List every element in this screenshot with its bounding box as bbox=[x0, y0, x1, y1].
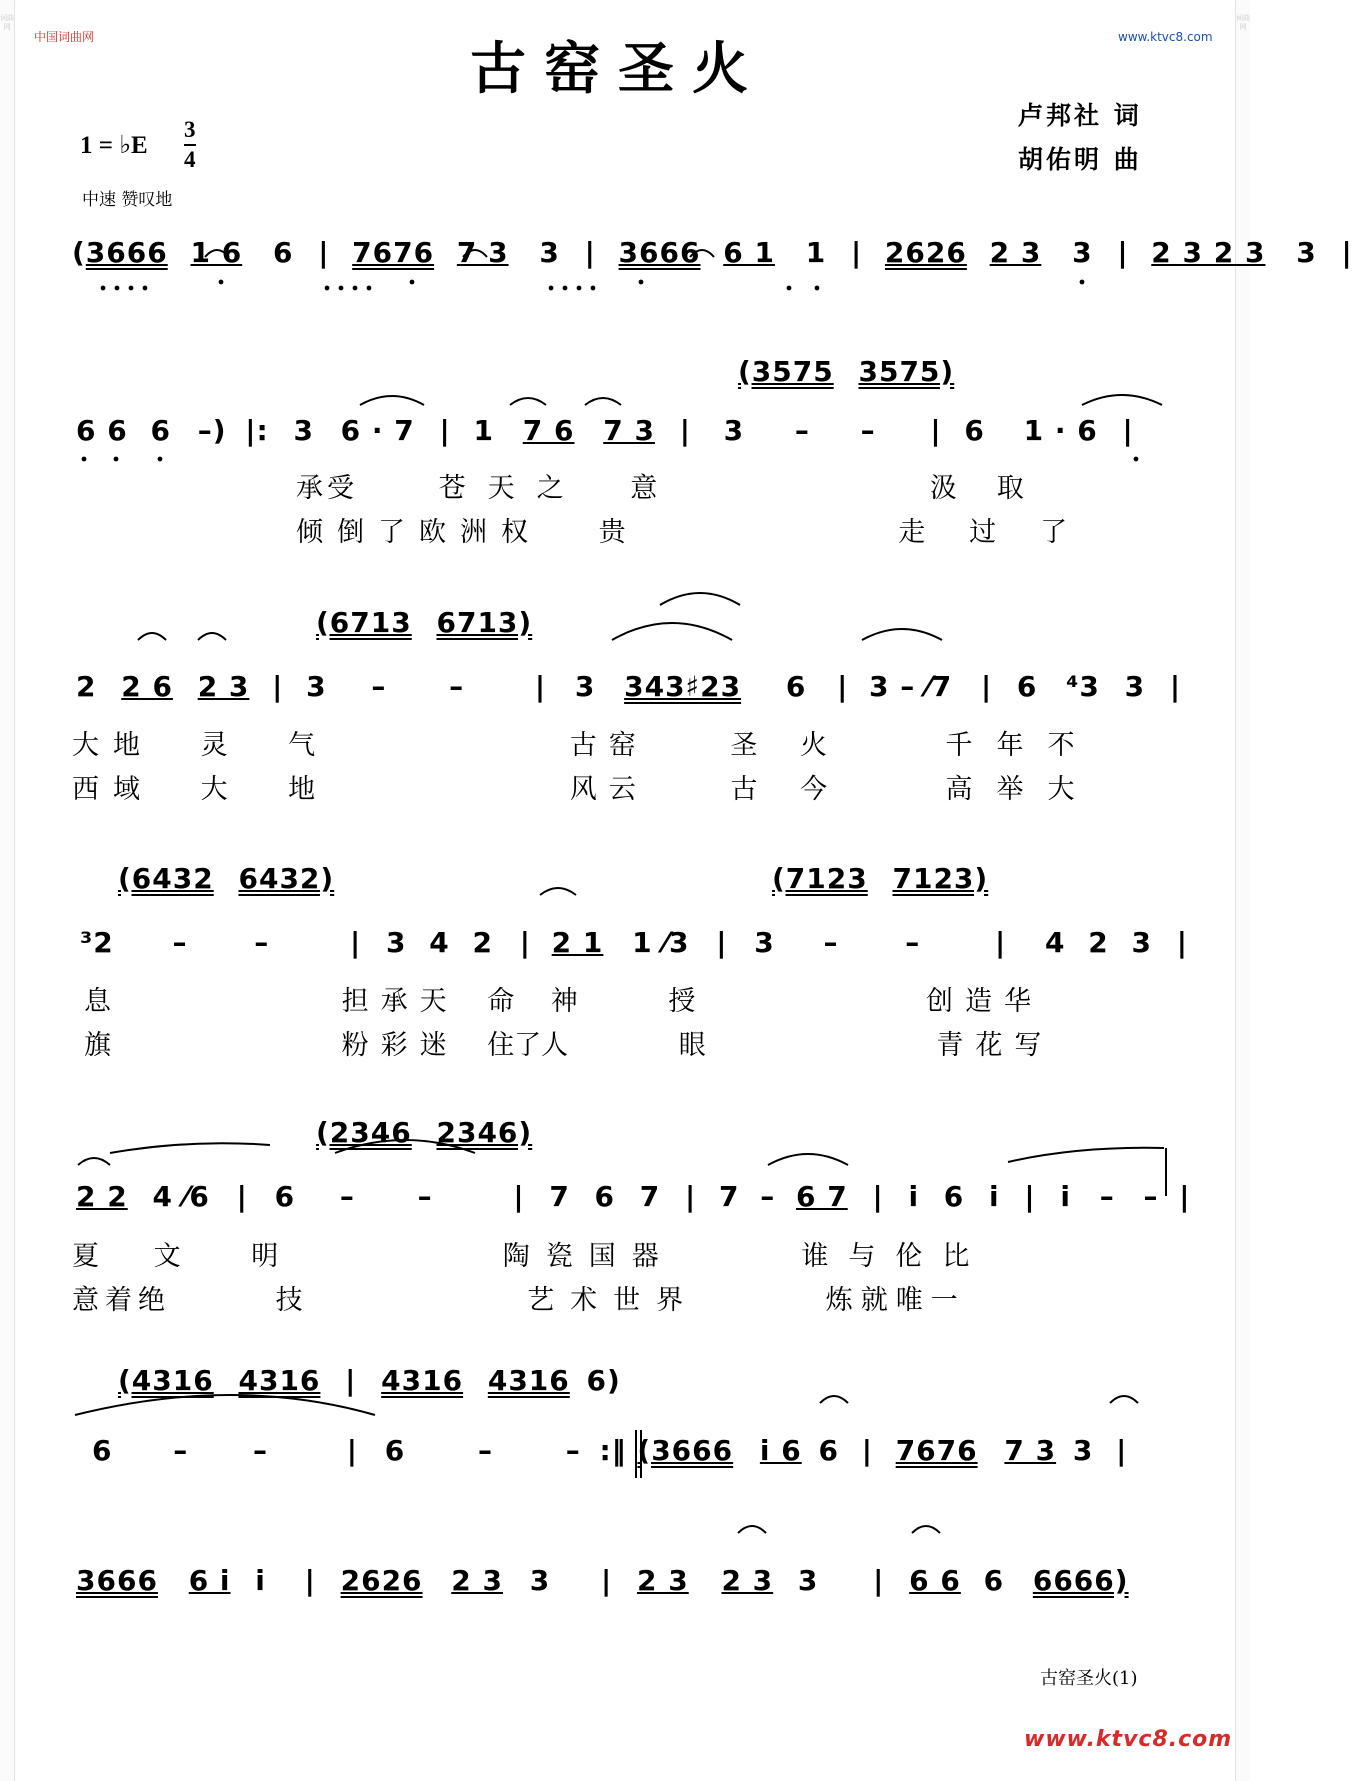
note-group: 343♯23 bbox=[624, 670, 742, 703]
lyric: 意 bbox=[630, 473, 658, 504]
note-group: ( bbox=[72, 236, 86, 269]
barline: | bbox=[584, 236, 596, 269]
note-group: 2 bbox=[76, 670, 97, 703]
note-group: 2 3 2 3 bbox=[1151, 236, 1266, 269]
dash: – bbox=[823, 926, 839, 959]
note-group: 3 bbox=[1072, 236, 1093, 269]
barline: | bbox=[980, 670, 993, 703]
barline: | bbox=[1116, 1434, 1128, 1467]
watermark-url[interactable]: www.ktvc8.com bbox=[1024, 1727, 1233, 1752]
note-group: 3 bbox=[754, 926, 775, 959]
note-group: 2 3 bbox=[451, 1564, 504, 1597]
note-group: 7 3 bbox=[456, 236, 509, 269]
note-group: 7676 bbox=[352, 236, 435, 269]
lyric: 大地 灵 气 bbox=[72, 730, 330, 761]
barline: | bbox=[1341, 236, 1353, 269]
barline: | bbox=[872, 1180, 884, 1213]
lyric: 旗 bbox=[84, 1030, 111, 1061]
barline: | bbox=[350, 926, 362, 959]
note-group: 3 4 2 bbox=[385, 926, 493, 959]
barline: | bbox=[685, 1180, 697, 1213]
lyric: 走过了 bbox=[898, 517, 1112, 548]
note-group: 1 bbox=[473, 414, 494, 447]
note-group: 7 6 bbox=[522, 414, 575, 447]
note-group: 6 bbox=[964, 414, 985, 447]
note-group: 1 6 bbox=[190, 236, 243, 269]
lyric: 汲取 bbox=[929, 473, 1064, 504]
lyric: 风云 bbox=[569, 774, 648, 805]
fill-group: (3575 bbox=[738, 355, 834, 388]
dash: – bbox=[565, 1434, 581, 1467]
note-group: 2 3 bbox=[636, 1564, 689, 1597]
barline: | bbox=[513, 1180, 525, 1213]
barline: | bbox=[1024, 1180, 1036, 1213]
barline: | bbox=[1117, 236, 1129, 269]
fill-group: 4316 bbox=[487, 1364, 570, 1397]
fill-group: 3575) bbox=[858, 355, 955, 388]
barline: | bbox=[930, 414, 942, 447]
note-group: 6 · 7 bbox=[340, 414, 415, 447]
lyric: 千年不 bbox=[945, 730, 1099, 761]
barline: | bbox=[346, 1434, 358, 1467]
dash: – bbox=[794, 414, 810, 447]
note-group: 3666 bbox=[618, 236, 701, 269]
lyric: 眼 bbox=[678, 1030, 706, 1061]
note-group: 3 bbox=[1072, 1434, 1094, 1467]
fill-group: (6432 bbox=[118, 862, 214, 895]
lyric: 承受 bbox=[296, 473, 358, 504]
note-group: i bbox=[255, 1564, 266, 1597]
note-group: 3 bbox=[1124, 670, 1146, 703]
repeat-end: :‖ bbox=[599, 1434, 627, 1467]
note-group: 3 bbox=[797, 1564, 819, 1597]
note-group: 6 bbox=[150, 414, 171, 447]
composer-credit: 胡佑明 曲 bbox=[1018, 145, 1142, 174]
lyric: 炼就唯一 bbox=[825, 1285, 966, 1316]
fill-group: (2346 bbox=[316, 1116, 412, 1149]
note-group: 7 – bbox=[719, 1180, 776, 1213]
lyric: 西域 大 地 bbox=[72, 774, 330, 805]
note-group: i 6 bbox=[759, 1434, 802, 1467]
fill-group: 4316 bbox=[381, 1364, 464, 1397]
lyric: 苍天之 bbox=[438, 473, 586, 504]
fill-group: 4316 bbox=[238, 1364, 321, 1397]
note-group: 7 6 7 bbox=[549, 1180, 661, 1213]
note-group: (3666 bbox=[637, 1434, 734, 1467]
note-group: i – – bbox=[1060, 1180, 1159, 1213]
note-group: 6 bbox=[1016, 670, 1038, 703]
note-group: 6 6 bbox=[909, 1564, 961, 1597]
barline: | bbox=[861, 1434, 873, 1467]
barline: | bbox=[272, 670, 284, 703]
fill-group: 7123) bbox=[892, 862, 989, 895]
lyric: 息 bbox=[84, 986, 111, 1017]
note-group: 3 bbox=[723, 414, 745, 447]
page-label: 古窑圣火(1) bbox=[1040, 1668, 1138, 1689]
fill-group: 6) bbox=[586, 1364, 621, 1397]
dash: – bbox=[197, 414, 213, 447]
barline: | bbox=[873, 1564, 885, 1597]
dash: – bbox=[172, 926, 188, 959]
dash: – bbox=[339, 1180, 355, 1213]
lyric: 夏 文 bbox=[72, 1241, 181, 1272]
site-url[interactable]: www.ktvc8.com bbox=[1118, 30, 1213, 44]
key-signature: 1 = ♭E bbox=[80, 132, 148, 159]
barline: | bbox=[1122, 414, 1134, 447]
lyric: 贵 bbox=[598, 517, 626, 548]
lyric: 圣 火 bbox=[730, 730, 827, 761]
note-group: 2 3 bbox=[721, 1564, 774, 1597]
barline: | bbox=[1169, 670, 1182, 703]
note-group: 3666 bbox=[85, 236, 168, 269]
note-group: 6 bbox=[818, 1434, 839, 1467]
edge-watermark: 词曲网 bbox=[0, 14, 14, 31]
fill-group: (6713 bbox=[316, 606, 412, 639]
barline: | bbox=[850, 236, 863, 269]
barline: | bbox=[679, 414, 691, 447]
dash: – bbox=[477, 1434, 493, 1467]
lyric: 授 bbox=[668, 986, 696, 1017]
paren: ) bbox=[212, 414, 227, 447]
song-title: 古窑圣火 bbox=[470, 36, 766, 102]
dash: – bbox=[252, 1434, 268, 1467]
lyric: 古 今 bbox=[730, 774, 827, 805]
barline: | bbox=[318, 236, 330, 269]
note-group: 2 3 bbox=[989, 236, 1042, 269]
note-group: 2 1 bbox=[551, 926, 604, 959]
note-group: 3 bbox=[1296, 236, 1317, 269]
dash: – bbox=[173, 1434, 189, 1467]
lyric: 命 神 bbox=[487, 986, 578, 1017]
barline: | bbox=[519, 926, 531, 959]
note-group: 6666) bbox=[1032, 1564, 1129, 1597]
note-group: 3666 bbox=[76, 1564, 158, 1597]
note-group: 6 bbox=[92, 1434, 113, 1467]
barline: | bbox=[1176, 926, 1188, 959]
note-group: 6 bbox=[983, 1564, 1005, 1597]
note-group: 3 bbox=[306, 670, 327, 703]
repeat-start: |: bbox=[245, 414, 269, 447]
fill-group: 6713) bbox=[436, 606, 533, 639]
note-group: 3 bbox=[529, 1564, 551, 1597]
site-name[interactable]: 中国词曲网 bbox=[34, 30, 95, 44]
barline: | bbox=[236, 1180, 248, 1213]
lyric: 粉彩迷 bbox=[341, 1030, 459, 1061]
note-group: 2 6 bbox=[121, 670, 173, 703]
note-group: 6 bbox=[785, 670, 807, 703]
barline: | bbox=[716, 926, 728, 959]
lyric: 倾倒了欧洲权 bbox=[296, 517, 542, 548]
fill-group: (4316 bbox=[118, 1364, 214, 1397]
fill-group: 6432) bbox=[238, 862, 335, 895]
barline: | bbox=[601, 1564, 613, 1597]
note-group: 2626 bbox=[340, 1564, 423, 1597]
dash: – bbox=[860, 414, 876, 447]
barline: | bbox=[534, 670, 547, 703]
note-group: 1 ⁄3 bbox=[632, 926, 690, 959]
note-group: 3 bbox=[293, 414, 314, 447]
note-group: 2626 bbox=[884, 236, 967, 269]
note-group: ³2 bbox=[80, 926, 114, 959]
note-group: 2 3 bbox=[197, 670, 250, 703]
note-group: 3 – ⁄7 bbox=[869, 670, 953, 703]
tempo-marking: 中速 赞叹地 bbox=[82, 190, 173, 210]
note-group: 6 1 bbox=[723, 236, 775, 269]
note-group: 6 6 bbox=[76, 414, 128, 447]
dash: – bbox=[449, 670, 465, 703]
lyric: 陶瓷国器 bbox=[502, 1241, 675, 1272]
dash: – bbox=[371, 670, 387, 703]
dash: – bbox=[905, 926, 921, 959]
barline: | bbox=[439, 414, 451, 447]
lyric: 住了人 bbox=[487, 1030, 569, 1061]
note-group: 7 3 bbox=[603, 414, 655, 447]
fill-group: 2346) bbox=[436, 1116, 533, 1149]
note-group: 6 bbox=[384, 1434, 406, 1467]
meter-top: 3 bbox=[184, 117, 196, 142]
lyric: 谁与伦比 bbox=[801, 1241, 990, 1272]
lyricist-credit: 卢邦社 词 bbox=[1018, 101, 1142, 130]
note-group: 4 ⁄6 bbox=[152, 1180, 210, 1213]
lyric: 创造华 bbox=[925, 986, 1043, 1017]
note-group: 6 bbox=[274, 1180, 296, 1213]
barline: | bbox=[345, 1364, 357, 1397]
lyric: 担承天 bbox=[341, 986, 459, 1017]
dash: – bbox=[254, 926, 270, 959]
fill-group: (7123 bbox=[772, 862, 868, 895]
note-group: i 6 i bbox=[908, 1180, 1000, 1213]
note-group: 6 bbox=[272, 236, 294, 269]
note-group: 3 bbox=[539, 236, 560, 269]
note-group: ⁴3 bbox=[1066, 670, 1100, 703]
barline: | bbox=[1179, 1180, 1191, 1213]
note-group: 2 2 bbox=[76, 1180, 128, 1213]
barline: | bbox=[304, 1564, 316, 1597]
dash: – bbox=[417, 1180, 433, 1213]
barline: | bbox=[995, 926, 1007, 959]
barline: | bbox=[837, 670, 849, 703]
lyric: 技 bbox=[275, 1285, 303, 1316]
lyric: 古窑 bbox=[569, 730, 648, 761]
lyric: 青花写 bbox=[936, 1030, 1054, 1061]
lyric: 明 bbox=[251, 1241, 279, 1272]
note-group: 4 2 3 bbox=[1044, 926, 1152, 959]
meter-bottom: 4 bbox=[184, 144, 196, 174]
note-group: 7 3 bbox=[1004, 1434, 1057, 1467]
note-group: 1 · 6 bbox=[1023, 414, 1098, 447]
note-group: 3 bbox=[574, 670, 596, 703]
note-group: 1 bbox=[805, 236, 827, 269]
lyric: 意着绝 bbox=[72, 1285, 171, 1316]
note-group: 7676 bbox=[895, 1434, 978, 1467]
edge-watermark: 词曲网 bbox=[1236, 14, 1250, 31]
lyric: 艺术世界 bbox=[527, 1285, 700, 1316]
note-group: 6 i bbox=[188, 1564, 231, 1597]
note-group: 6 7 bbox=[795, 1180, 848, 1213]
lyric: 高举大 bbox=[945, 774, 1099, 805]
